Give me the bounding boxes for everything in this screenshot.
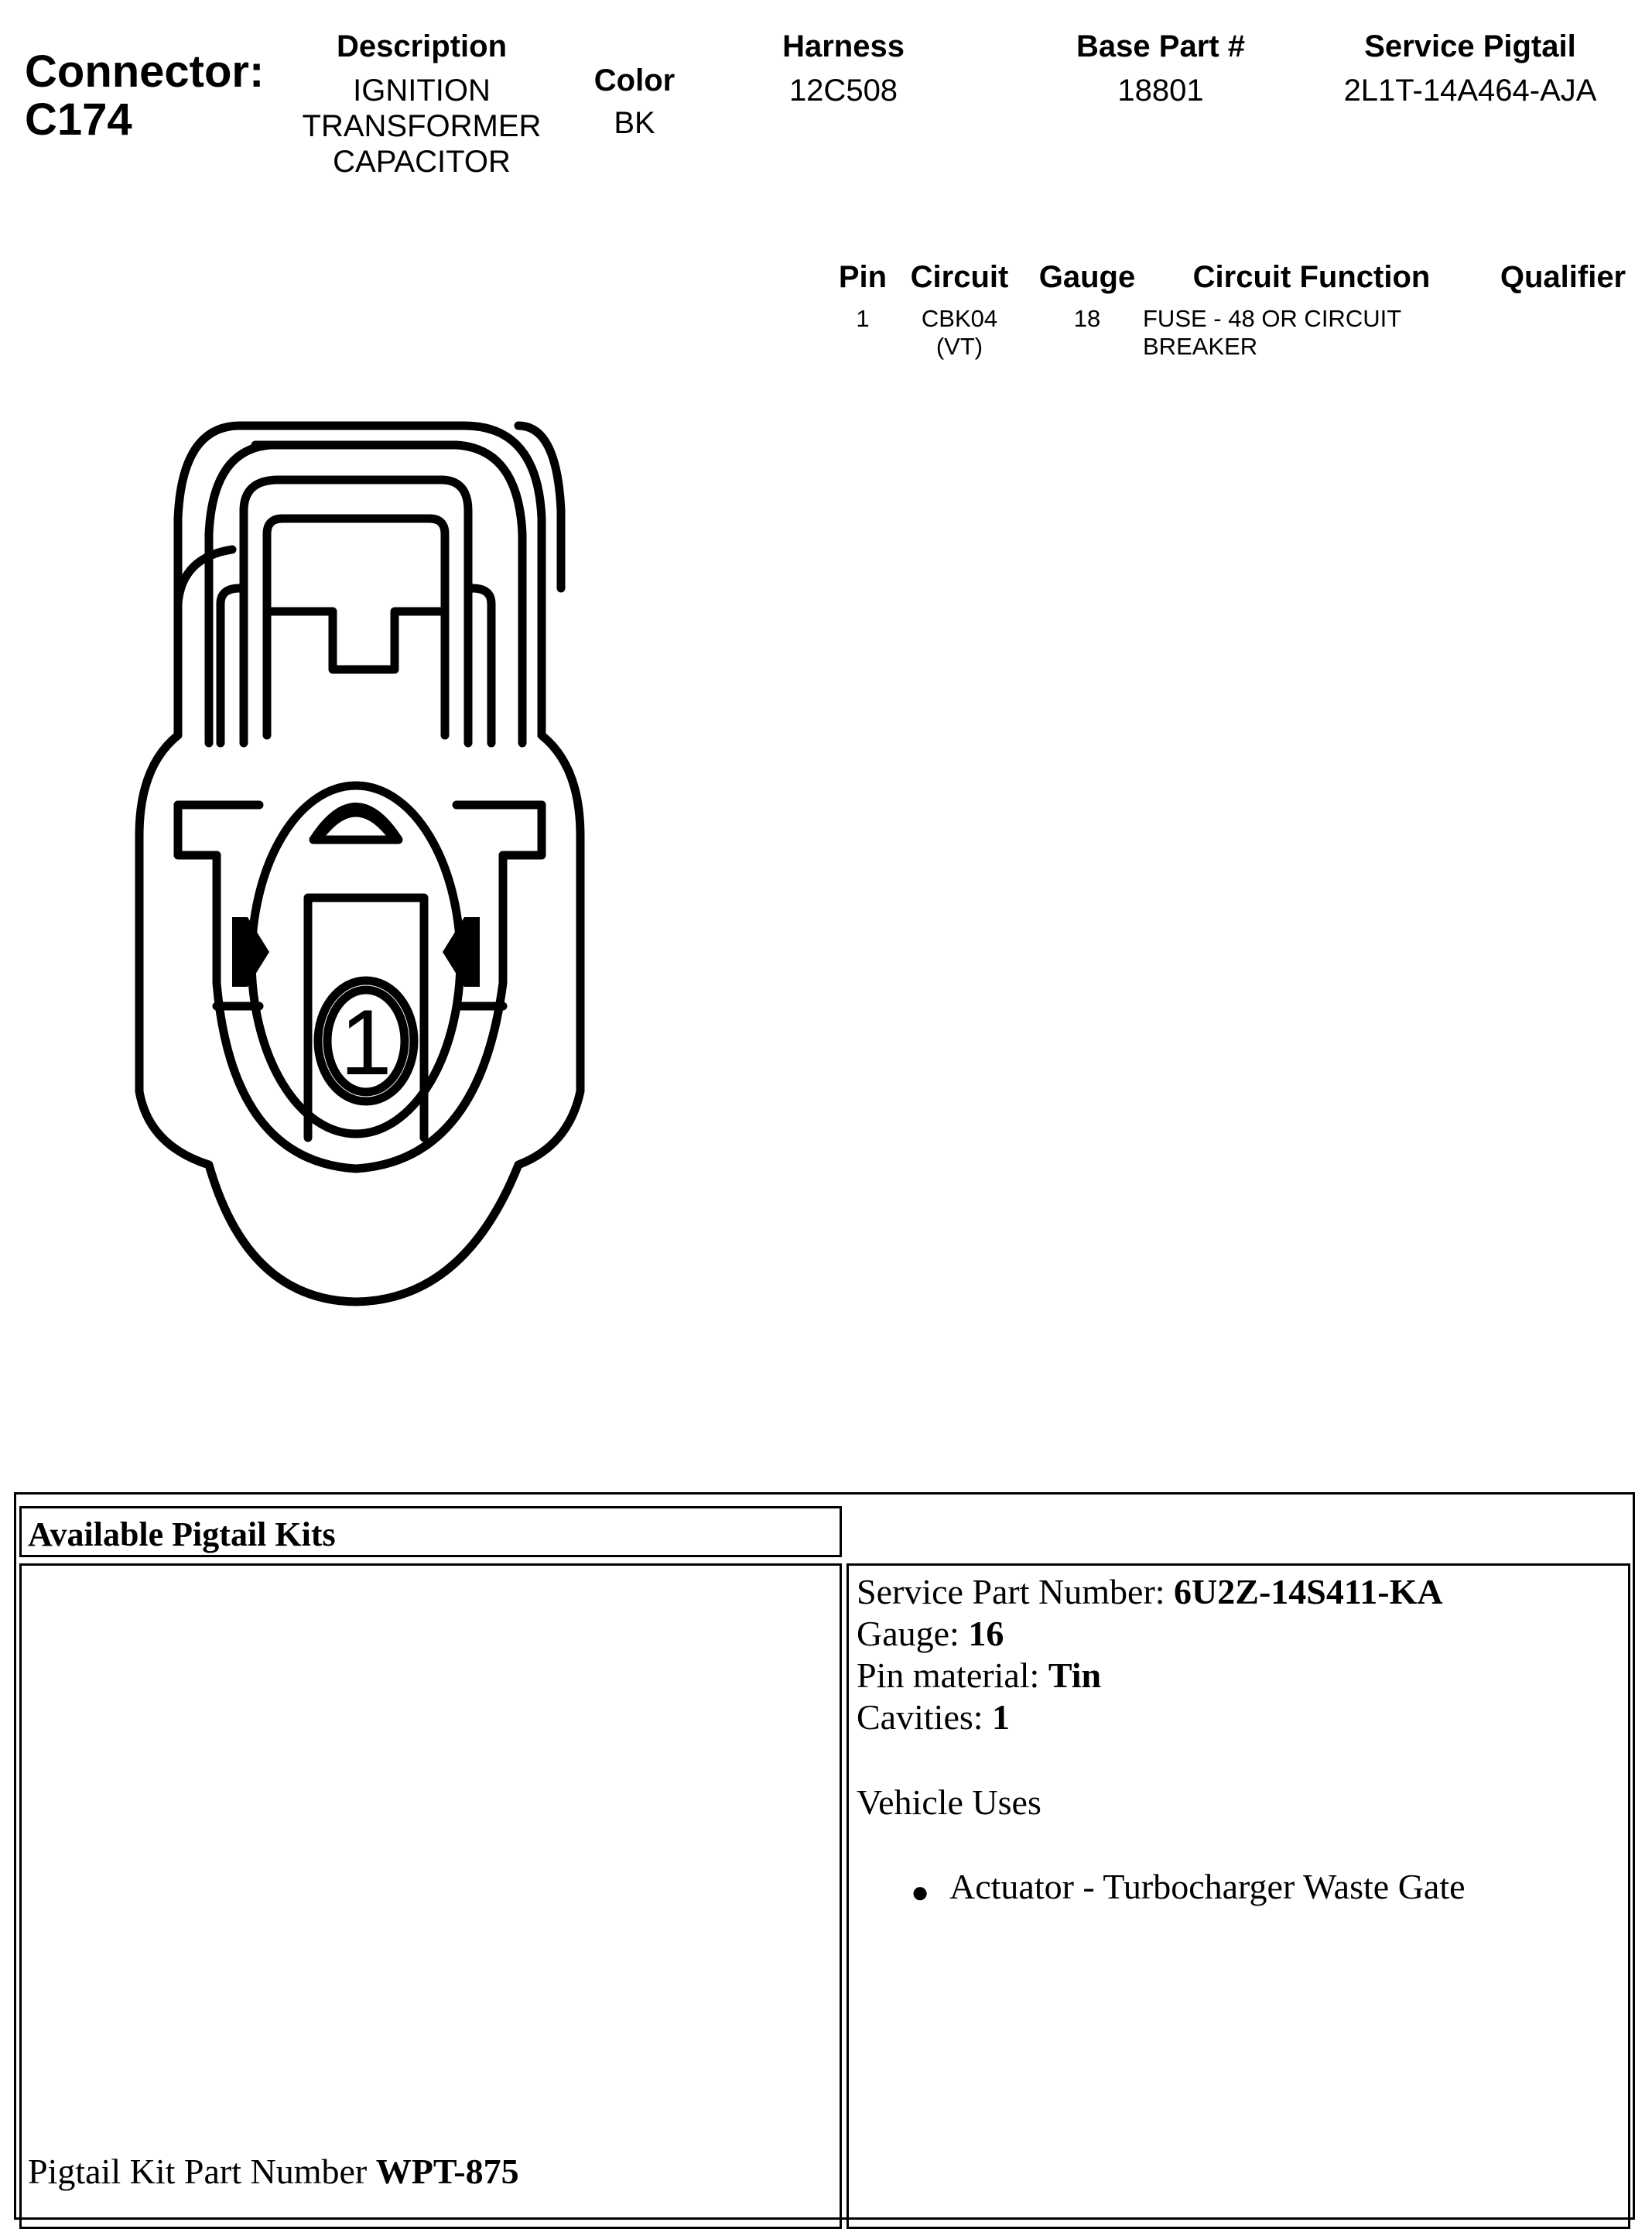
latch-side bbox=[221, 588, 240, 743]
latch-inner bbox=[267, 519, 445, 735]
description-column bbox=[279, 29, 565, 180]
pigtail-kits-title: Available Pigtail Kits bbox=[28, 1515, 336, 1553]
pigtail-kits-header-cell bbox=[19, 1506, 842, 1557]
service-pigtail-value: 2L1T-14A464-AJA bbox=[1343, 74, 1597, 108]
circuit-id: CBK04 bbox=[921, 305, 998, 332]
harness-value: 12C508 bbox=[788, 74, 898, 108]
service-part-value: 6U2Z-14S411-KA bbox=[1174, 1572, 1443, 1611]
service-part-label: Service Part Number: bbox=[857, 1572, 1175, 1611]
base-part-header: Base Part # bbox=[1076, 29, 1245, 63]
base-part-value: 18801 bbox=[1117, 74, 1204, 108]
gauge-column-header: Gauge bbox=[1038, 260, 1136, 294]
right-wing bbox=[503, 805, 542, 855]
description-line: TRANSFORMER bbox=[302, 109, 542, 143]
function-column-header: Circuit Function bbox=[1192, 260, 1431, 294]
circuit-color: (VT) bbox=[935, 333, 983, 360]
connector-id: C174 bbox=[25, 94, 132, 145]
function-line: FUSE - 48 OR CIRCUIT bbox=[1143, 305, 1402, 332]
pin-material-value: Tin bbox=[1048, 1655, 1102, 1695]
latch-notch bbox=[267, 611, 445, 669]
right-lock-tab bbox=[443, 917, 480, 987]
harness-column bbox=[743, 29, 944, 108]
pin-material-line bbox=[857, 1654, 1101, 1697]
gauge-cell: 18 bbox=[1073, 305, 1101, 332]
qualifier-column-header: Qualifier bbox=[1500, 260, 1626, 294]
gauge-value: 16 bbox=[968, 1614, 1004, 1653]
pin-number-cell: 1 bbox=[856, 305, 870, 332]
left-lock-tab bbox=[232, 917, 269, 987]
color-value: BK bbox=[614, 106, 655, 140]
pigtail-kit-part-number bbox=[28, 2151, 519, 2192]
bullet-icon: ● bbox=[911, 1875, 930, 1909]
vehicle-use-item: Actuator - Turbocharger Waste Gate bbox=[949, 1867, 1466, 1906]
color-header: Color bbox=[593, 63, 676, 98]
color-column bbox=[573, 63, 696, 141]
pin-material-label: Pin material: bbox=[857, 1655, 1048, 1695]
circuit-column-header: Circuit bbox=[910, 260, 1009, 294]
left-wing bbox=[178, 805, 217, 855]
harness-header: Harness bbox=[782, 29, 905, 63]
cavities-line bbox=[857, 1696, 1010, 1739]
service-pigtail-header: Service Pigtail bbox=[1364, 29, 1576, 63]
pin-column-header: Pin bbox=[838, 260, 888, 294]
service-pigtail-column bbox=[1308, 29, 1633, 108]
function-line: BREAKER bbox=[1143, 333, 1258, 360]
kit-part-label: Pigtail Kit Part Number bbox=[28, 2152, 376, 2191]
gauge-label: Gauge: bbox=[857, 1614, 969, 1653]
kit-part-value: WPT-875 bbox=[375, 2152, 519, 2191]
gauge-line bbox=[857, 1612, 1004, 1655]
vehicle-uses-heading: Vehicle Uses bbox=[857, 1782, 1041, 1822]
connector-face-diagram bbox=[124, 402, 604, 1316]
connector-title bbox=[25, 48, 264, 144]
pigtail-image-cell bbox=[19, 1563, 842, 2229]
cavities-value: 1 bbox=[992, 1697, 1011, 1737]
service-part-number-line bbox=[857, 1570, 1443, 1614]
description-header: Description bbox=[336, 29, 508, 63]
description-line: IGNITION bbox=[353, 74, 491, 108]
connector-label: Connector: bbox=[25, 46, 265, 97]
latch-side bbox=[472, 588, 491, 743]
description-line: CAPACITOR bbox=[333, 145, 511, 179]
circuit-cell bbox=[905, 305, 1014, 361]
pin-number-label: 1 bbox=[340, 991, 392, 1094]
pigtail-details-cell bbox=[847, 1563, 1630, 2229]
cavities-label: Cavities: bbox=[857, 1697, 993, 1737]
function-cell bbox=[1143, 305, 1468, 361]
base-part-column bbox=[1037, 29, 1284, 108]
